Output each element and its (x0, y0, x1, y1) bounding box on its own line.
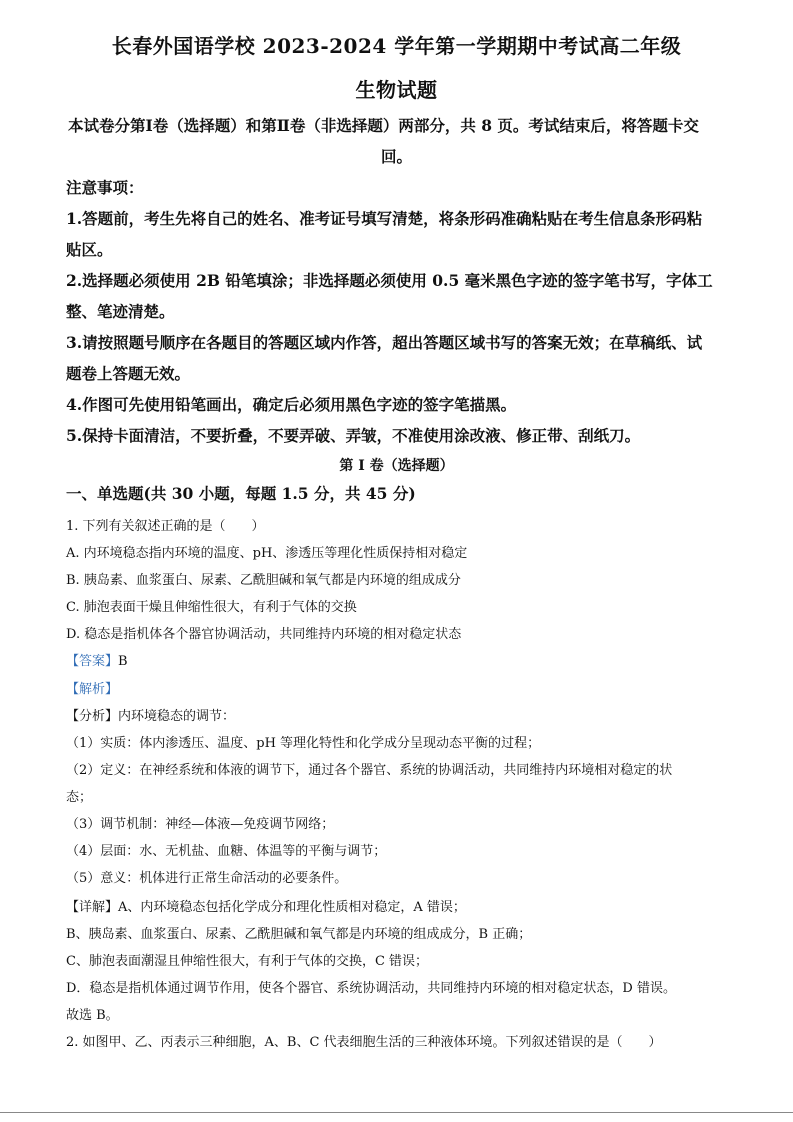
answer-line (66, 650, 128, 669)
notice-line: 3.请按照题号顺序在各题目的答题区域内作答，超出答题区域书写的答案无效；在草稿纸、试 (66, 333, 703, 352)
notice-line: 5.保持卡面清洁，不要折叠，不要弄破、弄皱，不准使用涂改液、修正带、刮纸刀。 (66, 426, 641, 445)
analysis-point: （5）意义：机体进行正常生命活动的必要条件。 (66, 871, 348, 886)
detail-line: 【详解】A、内环境稳态包括化学成分和理化性质相对稳定，A 错误； (66, 900, 466, 915)
question-1-option-a: A. 内环境稳态指内环境的温度、pH、渗透压等理化性质保持相对稳定 (66, 546, 468, 561)
notice-line: 贴区。 (66, 240, 113, 259)
question-1-option-d: D. 稳态是指机体各个器官协调活动，共同维持内环境的相对稳定状态 (66, 627, 462, 642)
detail-line: C、肺泡表面潮湿且伸缩性很大，有利于气体的交换，C 错误； (66, 954, 429, 969)
question-1-option-b: B. 胰岛素、血浆蛋白、尿素、乙酰胆碱和氧气都是内环境的组成成分 (66, 573, 461, 588)
intro-line-1: 本试卷分第Ⅰ卷（选择题）和第Ⅱ卷（非选择题）两部分，共 8 页。考试结束后，将答题卡交 (68, 116, 699, 135)
notice-line: 整、笔迹清楚。 (66, 302, 175, 321)
analysis-point: （3）调节机制：神经—体液—免疫调节网络； (66, 817, 335, 832)
volume-heading: 第 I 卷（选择题） (339, 458, 454, 474)
part-heading: 一、单选题(共 30 小题，每题 1.5 分，共 45 分) (66, 484, 416, 503)
question-1-option-c: C. 肺泡表面干燥且伸缩性很大，有利于气体的交换 (66, 600, 357, 615)
exam-title: 长春外国语学校 2023-2024 学年第一学期期中考试高二年级 (111, 34, 682, 58)
detail-line: D．稳态是指机体通过调节作用，使各个器官、系统协调活动，共同维持内环境的相对稳定状态，D 错误。 (66, 981, 676, 996)
answer-tag: 【答案】 (66, 654, 119, 669)
question-1-stem: 1. 下列有关叙述正确的是（ ） (66, 519, 265, 534)
intro-line-2: 回。 (380, 147, 412, 166)
notice-line: 4.作图可先使用铅笔画出，确定后必须用黑色字迹的签字笔描黑。 (66, 395, 517, 414)
analysis-tag: 【解析】 (66, 682, 119, 697)
answer-value: B (118, 654, 128, 669)
page-bottom-rule (0, 1112, 793, 1113)
notice-line: 1.答题前，考生先将自己的姓名、准考证号填写清楚，将条形码准确粘贴在考生信息条形码粘 (66, 209, 703, 228)
exam-subject: 生物试题 (355, 78, 438, 102)
question-2-stem: 2. 如图甲、乙、丙表示三种细胞，A、B、C 代表细胞生活的三种液体环境。下列叙述错误的是（ ） (66, 1035, 662, 1050)
analysis-point: （2）定义：在神经系统和体液的调节下，通过各个器官、系统的协调活动，共同维持内环境相对稳定的状 (66, 763, 673, 778)
detail-conclusion: 故选 B。 (66, 1008, 119, 1023)
analysis-point: （1）实质：体内渗透压、温度、pH 等理化特性和化学成分呈现动态平衡的过程； (66, 736, 541, 751)
notice-line: 2.选择题必须使用 2B 铅笔填涂；非选择题必须使用 0.5 毫米黑色字迹的签字笔书写，字体工 (66, 271, 713, 290)
detail-line: B、胰岛素、血浆蛋白、尿素、乙酰胆碱和氧气都是内环境的组成成分，B 正确； (66, 927, 532, 942)
analysis-point: （4）层面：水、无机盐、血糖、体温等的平衡与调节； (66, 844, 387, 859)
notice-line: 题卷上答题无效。 (66, 364, 191, 383)
analysis-point: 态； (66, 790, 93, 805)
notice-heading: 注意事项： (66, 178, 144, 197)
analysis-summary: 【分析】内环境稳态的调节： (66, 709, 236, 724)
